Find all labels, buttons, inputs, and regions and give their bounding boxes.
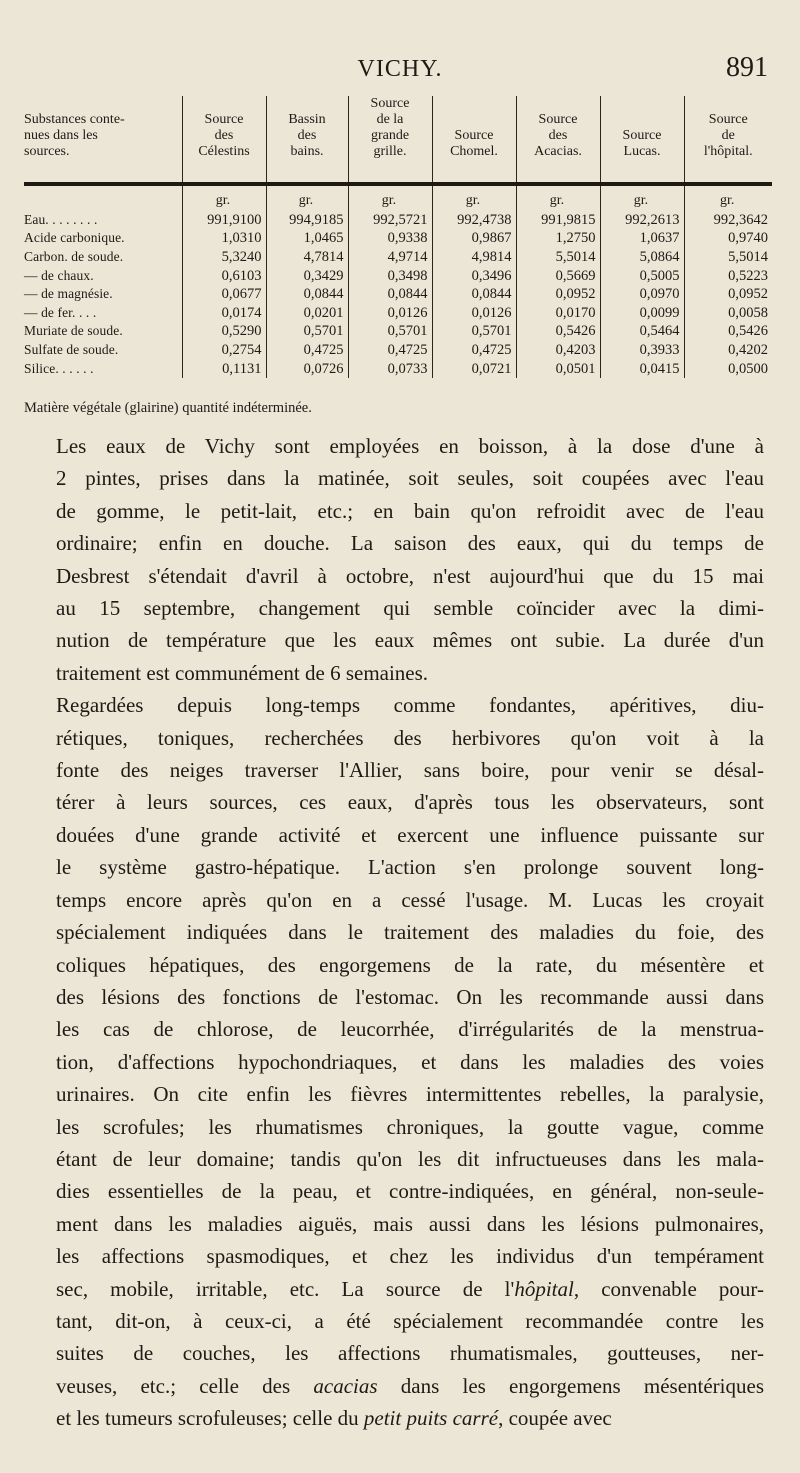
value-cell: 0,2754: [182, 341, 266, 360]
text-line: urinaires. On cite enfin les fièvres intermittentes rebelles, la paralysie,: [56, 1082, 764, 1107]
value-cell: 0,0058: [684, 304, 772, 323]
value-cell: 0,6103: [182, 266, 266, 285]
text-line: le système gastro-hépatique. L'action s'en prolonge souvent long-: [56, 855, 764, 880]
unit-cell: gr.: [182, 184, 266, 211]
value-cell: 1,2750: [516, 229, 600, 248]
value-cell: 0,0952: [684, 285, 772, 304]
value-cell: 1,0465: [266, 229, 348, 248]
table-row: [24, 304, 772, 323]
text-line: des lésions des fonctions de l'estomac. On les recommande aussi dans: [56, 984, 764, 1009]
value-cell: 994,9185: [266, 211, 348, 230]
table-footnote: Matière végétale (glairine) quantité indéterminée.: [24, 400, 312, 416]
value-cell: 5,5014: [516, 248, 600, 267]
value-cell: 0,0201: [266, 304, 348, 323]
table-body: [24, 184, 772, 378]
table-row: [24, 229, 772, 248]
text-line: temps encore après qu'on en a cessé l'usage. M. Lucas les croyait: [56, 887, 764, 912]
unit-cell: gr.: [348, 184, 432, 211]
column-header: Source des Acacias.: [516, 96, 600, 184]
value-cell: 0,4202: [684, 341, 772, 360]
unit-cell: gr.: [432, 184, 516, 211]
substance-cell: Acide carbonique.: [24, 230, 125, 246]
column-header: Bassin des bains.: [266, 96, 348, 184]
text-line: térer à leurs sources, ces eaux, d'après tous les observateurs, sont: [56, 790, 764, 815]
running-head: [0, 52, 800, 92]
text-line: coliques hépatiques, des engorgemens de la rate, du mésentère et: [56, 952, 764, 977]
column-header: Source des Célestins: [182, 96, 266, 184]
value-cell: 0,4725: [432, 341, 516, 360]
unit-cell: gr.: [600, 184, 684, 211]
value-cell: 0,5701: [266, 322, 348, 341]
value-cell: 0,3429: [266, 266, 348, 285]
text-line: douées d'une grande activité et exercent une influence puissante sur: [56, 822, 764, 847]
value-cell: 0,5464: [600, 322, 684, 341]
table-header-row: [24, 96, 772, 184]
substance-cell: Carbon. de soude.: [24, 249, 124, 265]
table-row: [24, 285, 772, 304]
value-cell: 0,0844: [348, 285, 432, 304]
value-cell: 0,0501: [516, 359, 600, 378]
value-cell: 0,5701: [348, 322, 432, 341]
value-cell: 992,3642: [684, 211, 772, 230]
text-line: nution de température que les eaux mêmes ont subie. La durée d'un: [56, 628, 764, 653]
column-header: Source de l'hôpital.: [684, 96, 772, 184]
value-cell: 0,9338: [348, 229, 432, 248]
value-cell: 992,4738: [432, 211, 516, 230]
unit-row: [24, 184, 772, 211]
value-cell: 1,0637: [600, 229, 684, 248]
text-line: suites de couches, les affections rhumatismales, goutteuses, ner-: [56, 1341, 764, 1366]
value-cell: 5,3240: [182, 248, 266, 267]
value-cell: 0,0726: [266, 359, 348, 378]
unit-cell: gr.: [684, 184, 772, 211]
substance-cell: — de fer. . . .: [24, 304, 97, 320]
value-cell: 0,5290: [182, 322, 266, 341]
text-line: tant, dit-on, à ceux-ci, a été spécialement recommandée contre les: [56, 1308, 764, 1333]
value-cell: 0,3498: [348, 266, 432, 285]
value-cell: 4,7814: [266, 248, 348, 267]
text-line: dies essentielles de la peau, et contre-indiquées, en général, non-seule-: [56, 1179, 764, 1204]
italic-term: acacias: [313, 1373, 378, 1398]
substance-cell: Sulfate de soude.: [24, 342, 119, 358]
value-cell: 992,5721: [348, 211, 432, 230]
page-number: 891: [726, 52, 768, 83]
substance-cell: Silice. . . . . .: [24, 360, 94, 376]
substance-cell: Eau. . . . . . . .: [24, 211, 98, 227]
column-header: Source Chomel.: [432, 96, 516, 184]
value-cell: 0,9740: [684, 229, 772, 248]
value-cell: 0,0721: [432, 359, 516, 378]
text-line: traitement est communément de 6 semaines.: [56, 660, 429, 685]
value-cell: 0,0500: [684, 359, 772, 378]
value-cell: 992,2613: [600, 211, 684, 230]
value-cell: 0,0415: [600, 359, 684, 378]
paragraph: [56, 430, 764, 689]
table-row: [24, 266, 772, 285]
value-cell: 0,1131: [182, 359, 266, 378]
mineral-analysis-table: [24, 96, 772, 378]
value-cell: 0,9867: [432, 229, 516, 248]
table-row: [24, 211, 772, 230]
value-cell: 0,0844: [266, 285, 348, 304]
column-header: Source Lucas.: [600, 96, 684, 184]
text-line: Regardées depuis long-temps comme fondantes, apéritives, diu-: [56, 693, 764, 718]
value-cell: 1,0310: [182, 229, 266, 248]
value-cell: 0,4203: [516, 341, 600, 360]
value-cell: 0,5005: [600, 266, 684, 285]
text-line: veuses, etc.; celle des acacias dans les engorgemens mésentériques: [56, 1373, 764, 1398]
text-line: de gomme, le petit-lait, etc.; en bain qu'on refroidit avec de l'eau: [56, 498, 764, 523]
substance-cell: — de magnésie.: [24, 286, 113, 302]
value-cell: 0,0844: [432, 285, 516, 304]
table-row: [24, 322, 772, 341]
paragraph: [56, 689, 764, 1434]
value-cell: 0,0677: [182, 285, 266, 304]
text-line: Desbrest s'étendait d'avril à octobre, n'est aujourd'hui que du 15 mai: [56, 563, 764, 588]
unit-cell: gr.: [516, 184, 600, 211]
value-cell: 4,9814: [432, 248, 516, 267]
column-header: Substances conte- nues dans les sources.: [24, 96, 182, 184]
value-cell: 0,5426: [684, 322, 772, 341]
text-line: ordinaire; enfin en douche. La saison des eaux, qui du temps de: [56, 531, 764, 556]
value-cell: 0,0126: [432, 304, 516, 323]
value-cell: 0,3933: [600, 341, 684, 360]
column-header: Source de la grande grille.: [348, 96, 432, 184]
text-line: fonte des neiges traverser l'Allier, sans boire, pour venir se désal-: [56, 758, 764, 783]
text-line: ment dans les maladies aiguës, mais aussi dans les lésions pulmonaires,: [56, 1211, 764, 1236]
text-line: et les tumeurs scrofuleuses; celle du petit puits carré, coupée avec: [56, 1406, 612, 1431]
body-text: [56, 430, 764, 1435]
value-cell: 5,0864: [600, 248, 684, 267]
italic-term: petit puits carré: [363, 1406, 499, 1431]
value-cell: 991,9100: [182, 211, 266, 230]
text-line: les affections spasmodiques, et chez les individus d'un tempérament: [56, 1244, 764, 1269]
text-line: sec, mobile, irritable, etc. La source de l'hôpital, convenable pour-: [56, 1276, 764, 1301]
value-cell: 4,9714: [348, 248, 432, 267]
unit-cell: gr.: [266, 184, 348, 211]
value-cell: 0,0170: [516, 304, 600, 323]
text-line: 2 pintes, prises dans la matinée, soit seules, soit coupées avec l'eau: [56, 466, 764, 491]
value-cell: 0,0970: [600, 285, 684, 304]
value-cell: 0,0126: [348, 304, 432, 323]
value-cell: 0,0952: [516, 285, 600, 304]
table-row: [24, 341, 772, 360]
value-cell: 0,5223: [684, 266, 772, 285]
value-cell: 5,5014: [684, 248, 772, 267]
text-line: rétiques, toniques, recherchées des herbivores qu'on voit à la: [56, 725, 764, 750]
text-line: les cas de chlorose, de leucorrhée, d'irrégularités de la menstrua-: [56, 1017, 764, 1042]
value-cell: 0,0174: [182, 304, 266, 323]
substance-cell: — de chaux.: [24, 267, 94, 283]
value-cell: 0,5669: [516, 266, 600, 285]
value-cell: 0,4725: [266, 341, 348, 360]
value-cell: 0,5426: [516, 322, 600, 341]
table-row: [24, 359, 772, 378]
text-line: spécialement indiquées dans le traitement des maladies du foie, des: [56, 920, 764, 945]
value-cell: 991,9815: [516, 211, 600, 230]
text-line: tion, d'affections hypochondriaques, et dans les maladies des voies: [56, 1049, 764, 1074]
text-line: les scrofules; les rhumatismes chroniques, la goutte vague, comme: [56, 1114, 764, 1139]
value-cell: 0,4725: [348, 341, 432, 360]
running-title: VICHY.: [357, 56, 443, 82]
text-line: étant de leur domaine; tandis qu'on les dit infructueuses dans les mala-: [56, 1146, 764, 1171]
value-cell: 0,0733: [348, 359, 432, 378]
value-cell: 0,5701: [432, 322, 516, 341]
table-row: [24, 248, 772, 267]
value-cell: 0,3496: [432, 266, 516, 285]
text-line: au 15 septembre, changement qui semble coïncider avec la dimi-: [56, 596, 764, 621]
value-cell: 0,0099: [600, 304, 684, 323]
text-line: Les eaux de Vichy sont employées en boisson, à la dose d'une à: [56, 434, 764, 458]
substance-cell: Muriate de soude.: [24, 323, 123, 339]
italic-term: hôpital: [514, 1276, 574, 1301]
